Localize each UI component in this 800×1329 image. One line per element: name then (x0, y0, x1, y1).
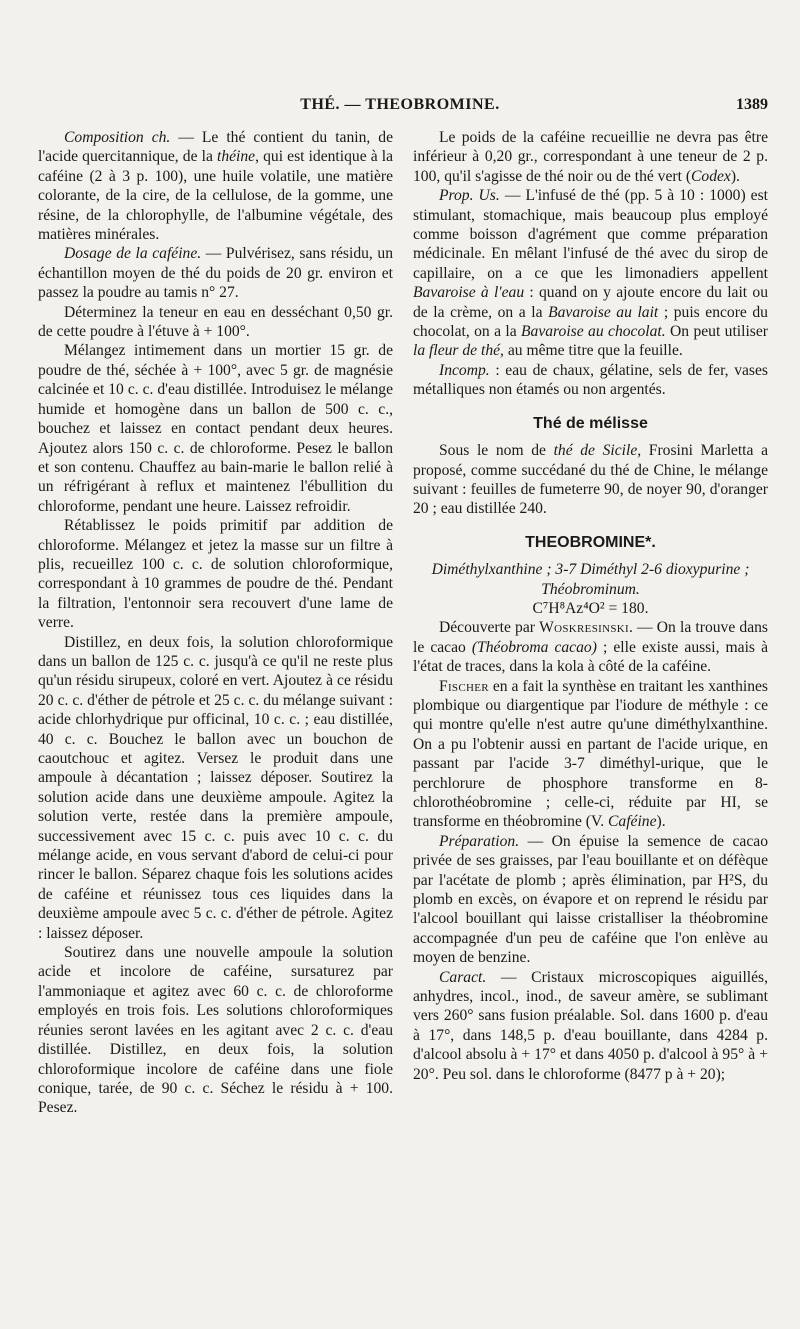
author-name: Woskresinski (539, 619, 629, 637)
text: : eau de chaux, gélatine, sels de fer, vases métalliques non étamés ou non argentés. (413, 361, 768, 399)
label-prop-us: Prop. Us. (439, 187, 500, 205)
text: — Le thé contient du tanin, de l'acide quercitannique, de la (38, 129, 393, 166)
text: . — On la trouve dans le cacao (413, 619, 768, 656)
running-title: THÉ. — THEOBROMINE. (300, 96, 500, 113)
text: , qui est identique à la caféine (2 à 3 p. 100), une huile volatile, une matière colorante, de la cire, de la cellulose, de la gomme, une résine, de la chlorophylle, de l'albumine végétale, des matières minérales. (38, 148, 394, 244)
term: Bavaroise au chocolat. (521, 323, 666, 341)
label-composition: Composition ch. (64, 129, 171, 146)
page-number: 1389 (736, 96, 768, 113)
paragraph: Soutirez dans une nouvelle ampoule la solution acide et incolore de caféine, sursaturez par l'ammoniaque et agitez avec 60 c. c. de chloroforme employés en trois fois. Les solutions chloroformiques réunies seront lavées en les agitant avec 2 c. c. d'eau distillée. Distillez, en deux fois, la solution chloroformique incolore de caféine dans une fiole conique, tarée, de 90 c. c. Séchez le résidu à + 100. Pesez. (38, 944, 393, 1117)
text: — L'infusé de thé (pp. 5 à 10 : 1000) est stimulant, stomachique, mais beaucoup plus employé comme boisson d'agrément que comme préparation médicinale. En mêlant l'infusé de thé avec du sirop de capillaire, on a ce que les limonadiers appellent (413, 187, 768, 282)
paragraph-melisse (413, 441, 768, 519)
text: ). (656, 813, 666, 831)
paragraph: Distillez, en deux fois, la solution chloroformique dans un ballon de 125 c. c. jusqu'à ce qu'il ne reste plus qu'un résidu sirupeux, coloré en vert. Ajoutez à ce résidu 20 c. c. d'éther de pétrole et 25 c. c. du mélange suivant : acide chlorhydrique pur officinal, 10 c. c. ; eau distillée, 40 c. c. Bouchez le ballon avec un bouchon de caoutchouc et agitez. Versez le produit dans une ampoule à décantation ; laissez déposer. Soutirez la solution acide dans une deuxième ampoule. Agitez la solution verte, restée dans la première ampoule, successivement avec 15 c. c. puis avec 10 c. c. du mélange acide, en vous servant d'abord de celui-ci pour rincer le ballon. Séparez chaque fois les solutions acides de caféine et réunissez tous ces liquides dans la deuxième ampoule avec 5 c. c. d'éther de pétrole. Agitez : laissez déposer. (38, 633, 393, 942)
text: Sous le nom de (439, 442, 554, 460)
paragraph-dosage (38, 244, 393, 302)
paragraph-incomp (413, 361, 768, 400)
text: — On épuise la semence de cacao privée de ses graisses, par l'eau bouillante et on défèque par l'acétate de plomb ; après élimination, par H²S, du plomb en excès, on évapore et on reprend le résidu par l'alcool bouillant qui laisse cristalliser la théobromine accompagnée d'un peu de caféine que l'on enlève au moyen de benzine. (413, 832, 768, 967)
two-column-body (38, 128, 768, 1118)
text: On peut utiliser (665, 323, 768, 341)
term-theine: théine (217, 148, 256, 166)
right-column (413, 128, 768, 1118)
paragraph: Déterminez la teneur en eau en desséchant 0,50 gr. de cette poudre à l'étuve à + 100°. (38, 303, 393, 341)
term-codex: Codex (691, 167, 731, 185)
term: la fleur de thé, (413, 342, 504, 360)
term: thé de Sicile, (553, 442, 642, 460)
left-column (38, 128, 393, 1118)
author-name: Fischer (439, 677, 489, 695)
text: au même titre que la feuille. (503, 342, 683, 360)
chemical-formula: C⁷H⁸Az⁴O² = 180. (532, 599, 649, 617)
text: ; elle existe aussi, mais à l'état de traces, dans la kola à côté de la caféine. (413, 638, 768, 676)
section-heading-melisse: Thé de mélisse (533, 414, 648, 432)
label-preparation: Préparation. (439, 832, 520, 850)
page-header (0, 96, 800, 120)
text: ). (730, 167, 740, 185)
synonyms: Diméthylxanthine ; 3-7 Diméthyl 2-6 dioxypurine ; Théobrominum. (431, 561, 750, 598)
text: : quand on y ajoute encore du lait ou de la crème, on a la (413, 284, 768, 321)
text: Frosini Marletta a proposé, comme succédané du thé de Chine, le mélange suivant : feuilles de fumeterre 90, de noyer 90, d'oranger 20 ; eau distillée 240. (413, 442, 768, 518)
paragraph-discovery (413, 618, 768, 676)
term: Bavaroise à l'eau (413, 284, 525, 302)
text: Découverte par (439, 619, 540, 637)
paragraph: Mélangez intimement dans un mortier 15 gr. de poudre de thé, séchée à + 100°, avec 5 gr. de magnésie calcinée et 10 c. c. d'eau distillée. Introduisez le mélange humide et homogène dans un ballon de 500 c. c., bouchez et laissez en contact pendant deux heures. Ajoutez alors 150 c. c. de chloroforme. Pesez le ballon et son contenu. Chauffez au bain-marie le ballon relié à un réfrigérant à reflux et maintenez l'ébullition du chloroforme, pendant une heure. Laissez refroidir. (38, 342, 393, 515)
text: ; puis encore du chocolat, on a la (413, 303, 768, 341)
paragraph-caract (413, 968, 768, 1084)
paragraph: Rétablissez le poids primitif par addition de chloroforme. Mélangez et jetez la masse sur un filtre à plis, recueillez 100 c. c. de solution chloroformique, correspondant à 10 grammes de poudre de thé. Pendant la filtration, l'entonnoir sera recouvert d'une lame de verre. (38, 517, 393, 632)
label-incomp: Incomp. (439, 361, 490, 379)
paragraph-synthesis (413, 677, 768, 832)
section-heading-theobromine: THEOBROMINE*. (525, 533, 656, 551)
label-caract: Caract. (439, 968, 487, 986)
paragraph-prop-us (413, 186, 768, 361)
term: Caféine (608, 813, 657, 831)
paragraph-composition (38, 128, 393, 244)
term: Bavaroise au lait (548, 303, 659, 321)
label-dosage: Dosage de la caféine. (64, 245, 202, 263)
text: — Pulvérisez, sans résidu, un échantillon moyen de thé du poids de 20 gr. environ et passez la poudre au tamis n° 27. (38, 245, 393, 302)
text: Le poids de la caféine recueillie ne devra pas être inférieur à 0,20 gr., correspondant à une teneur de 2 p. 100, qu'il s'agisse de thé noir ou de thé vert ( (413, 129, 768, 185)
text: — Cristaux microscopiques aiguillés, anhydres, incol., inod., de saveur amère, se sublimant vers 260° sans fusion préalable. Sol. dans 1600 p. d'eau à 17°, dans 148,5 p. d'eau bouillante, dans 4284 p. d'alcool absolu à + 17° et dans 4050 p. d'alcool à 95° à + 20°. Peu sol. dans le chloroforme (8477 p à + 20); (413, 968, 768, 1083)
text: en a fait la synthèse en traitant les xanthines plombique ou diargentique par l'iodure de méthyle : ce qui montre qu'elle n'est autre qu'une diméthylxanthine. On a pu l'obtenir aussi en partant de l'acide urique, en passant par l'acide 3-7 diméthyl-urique, que le perchlorure de phosphore transforme en 8-chlorothéobromine ; celle-ci, réduite par HI, se transforme en théobromine (V. (413, 677, 768, 831)
paragraph-caffeine-weight (413, 128, 768, 186)
term: (Théobroma cacao) (471, 638, 597, 656)
paragraph-preparation (413, 832, 768, 968)
